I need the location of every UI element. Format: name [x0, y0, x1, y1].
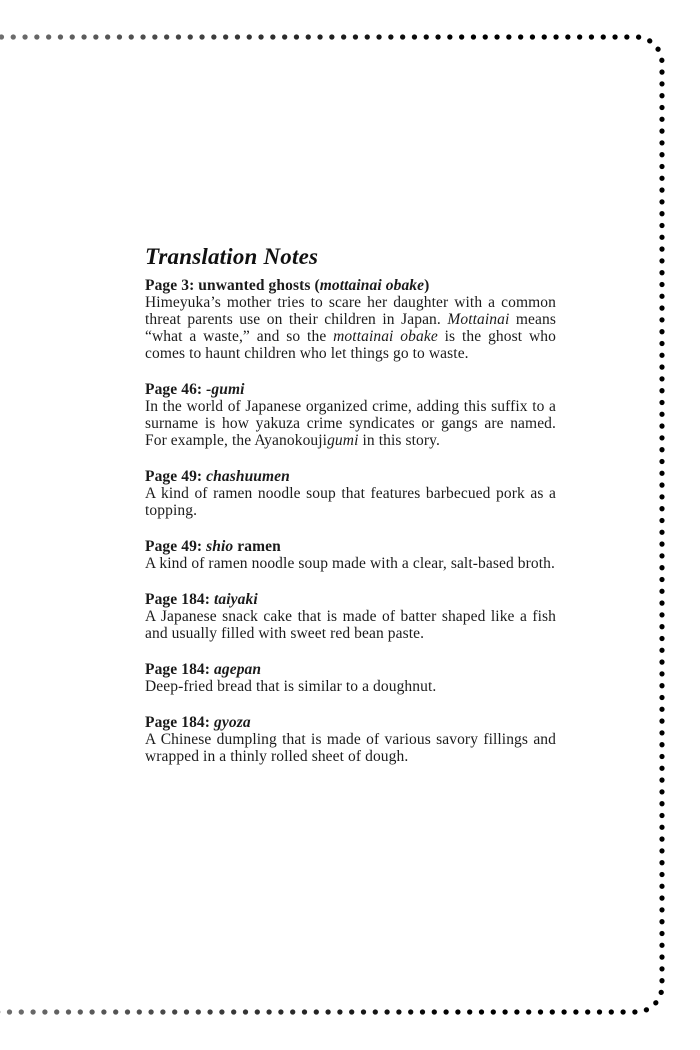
page-title: Translation Notes: [145, 244, 319, 269]
note-body: [145, 678, 556, 695]
text-segment: ramen: [233, 538, 281, 555]
note-heading: [145, 714, 556, 731]
note-entry: [145, 381, 556, 449]
italic-term: shio: [206, 538, 234, 555]
text-segment: Himeyuka’s mother tries to scare her daughter with a common threat parents use on their children in Japan.: [145, 294, 556, 328]
note-body: [145, 608, 556, 642]
note-heading: [145, 661, 556, 678]
italic-term: chashuumen: [206, 468, 290, 485]
note-entry: [145, 714, 556, 765]
text-segment: in this story.: [358, 432, 440, 449]
text-segment: A Japanese snack cake that is made of batter shaped like a fish and usually filled with sweet red bean paste.: [145, 608, 556, 642]
text-segment: Page 3: unwanted ghosts (: [145, 277, 320, 294]
text-segment: Page 49:: [145, 538, 207, 555]
text-segment: Page 184:: [145, 714, 215, 731]
text-segment: Page 184:: [145, 661, 215, 678]
note-heading: [145, 277, 556, 294]
text-segment: ): [424, 277, 430, 294]
note-entry: [145, 277, 556, 362]
italic-term: mottainai obake: [319, 277, 425, 294]
note-body: [145, 294, 556, 362]
note-body: [145, 485, 556, 519]
note-body: [145, 555, 556, 572]
note-heading: [145, 538, 556, 555]
notes-list: [145, 277, 556, 765]
italic-term: gyoza: [214, 714, 251, 731]
text-segment: Page 184:: [145, 591, 215, 608]
note-entry: [145, 538, 556, 572]
note-body: [145, 398, 556, 449]
note-heading: [145, 468, 556, 485]
italic-term: Mottainai: [447, 311, 510, 328]
text-segment: Page 49:: [145, 468, 207, 485]
text-segment: is the ghost who comes to haunt children who let things go to waste.: [145, 328, 557, 362]
text-segment: A kind of ramen noodle soup that features barbecued pork as a topping.: [145, 485, 556, 519]
italic-term: -gumi: [206, 381, 245, 398]
note-entry: [145, 661, 556, 695]
text-segment: A kind of ramen noodle soup made with a clear, salt-based broth.: [145, 555, 555, 572]
note-body: [145, 731, 556, 765]
italic-term: agepan: [214, 661, 262, 678]
note-entry: [145, 468, 556, 519]
italic-term: taiyaki: [214, 591, 258, 608]
italic-term: mottainai obake: [333, 328, 438, 345]
note-entry: [145, 591, 556, 642]
note-heading: [145, 381, 556, 398]
text-segment: A Chinese dumpling that is made of various savory fillings and wrapped in a thinly rolled sheet of dough.: [145, 731, 556, 765]
text-segment: In the world of Japanese organized crime, adding this suffix to a surname is how yakuza crime syndicates or gangs are named. For example, the Ayanokouji: [145, 398, 556, 449]
text-segment: Deep-fried bread that is similar to a doughnut.: [145, 678, 437, 695]
text-segment: means “what a waste,” and so the: [145, 311, 556, 345]
note-heading: [145, 591, 556, 608]
text-segment: Page 46:: [145, 381, 207, 398]
translation-notes-page: [145, 243, 556, 784]
italic-term: gumi: [327, 432, 359, 449]
